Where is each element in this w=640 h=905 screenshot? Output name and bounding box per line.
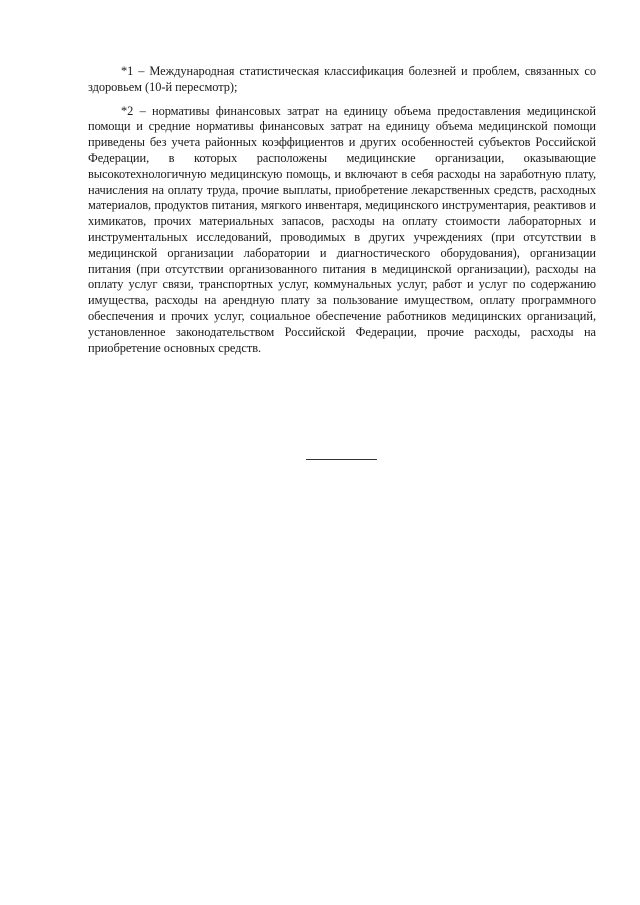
footnote-financial-norms: *2 – нормативы финансовых затрат на единицу объема предоставления медицинской помощи и средние нормативы финансовых затрат на единицу объема медицинской помощи приведены без учета районных коэффициентов и других особенностей субъектов Российской Федерации, в которых расположены медицинские организации, оказывающие высокотехнологичную медицинскую помощь, и включают в себя расходы на заработную плату, начисления на оплату труда, прочие выплаты, приобретение лекарственных средств, расходных материалов, продуктов питания, мягкого инвентаря, медицинского инструментария, реактивов и химикатов, прочих материальных запасов, расходы на оплату стоимости лабораторных и инструментальных исследований, проводимых в других учреждениях (при отсутствии в медицинской организации лаборатории и диагностического оборудования), организации питания (при отсутствии организованного питания в медицинской организации), расходы на оплату услуг связи, транспортных услуг, коммунальных услуг, работ и услуг по содержанию имущества, расходы на арендную плату за пользование имуществом, оплату программного обеспечения и прочих услуг, социальное обеспечение работников медицинских организаций, установленное законодательством Российской Федерации, прочие расходы, расходы на приобретение основных средств. xyxy=(88,103,596,355)
footnote-icd10: *1 – Международная статистическая классификация болезней и проблем, связанных со здоровьем (10-й пересмотр); xyxy=(88,64,596,94)
document-page xyxy=(88,64,596,364)
end-of-document-rule xyxy=(306,459,377,460)
